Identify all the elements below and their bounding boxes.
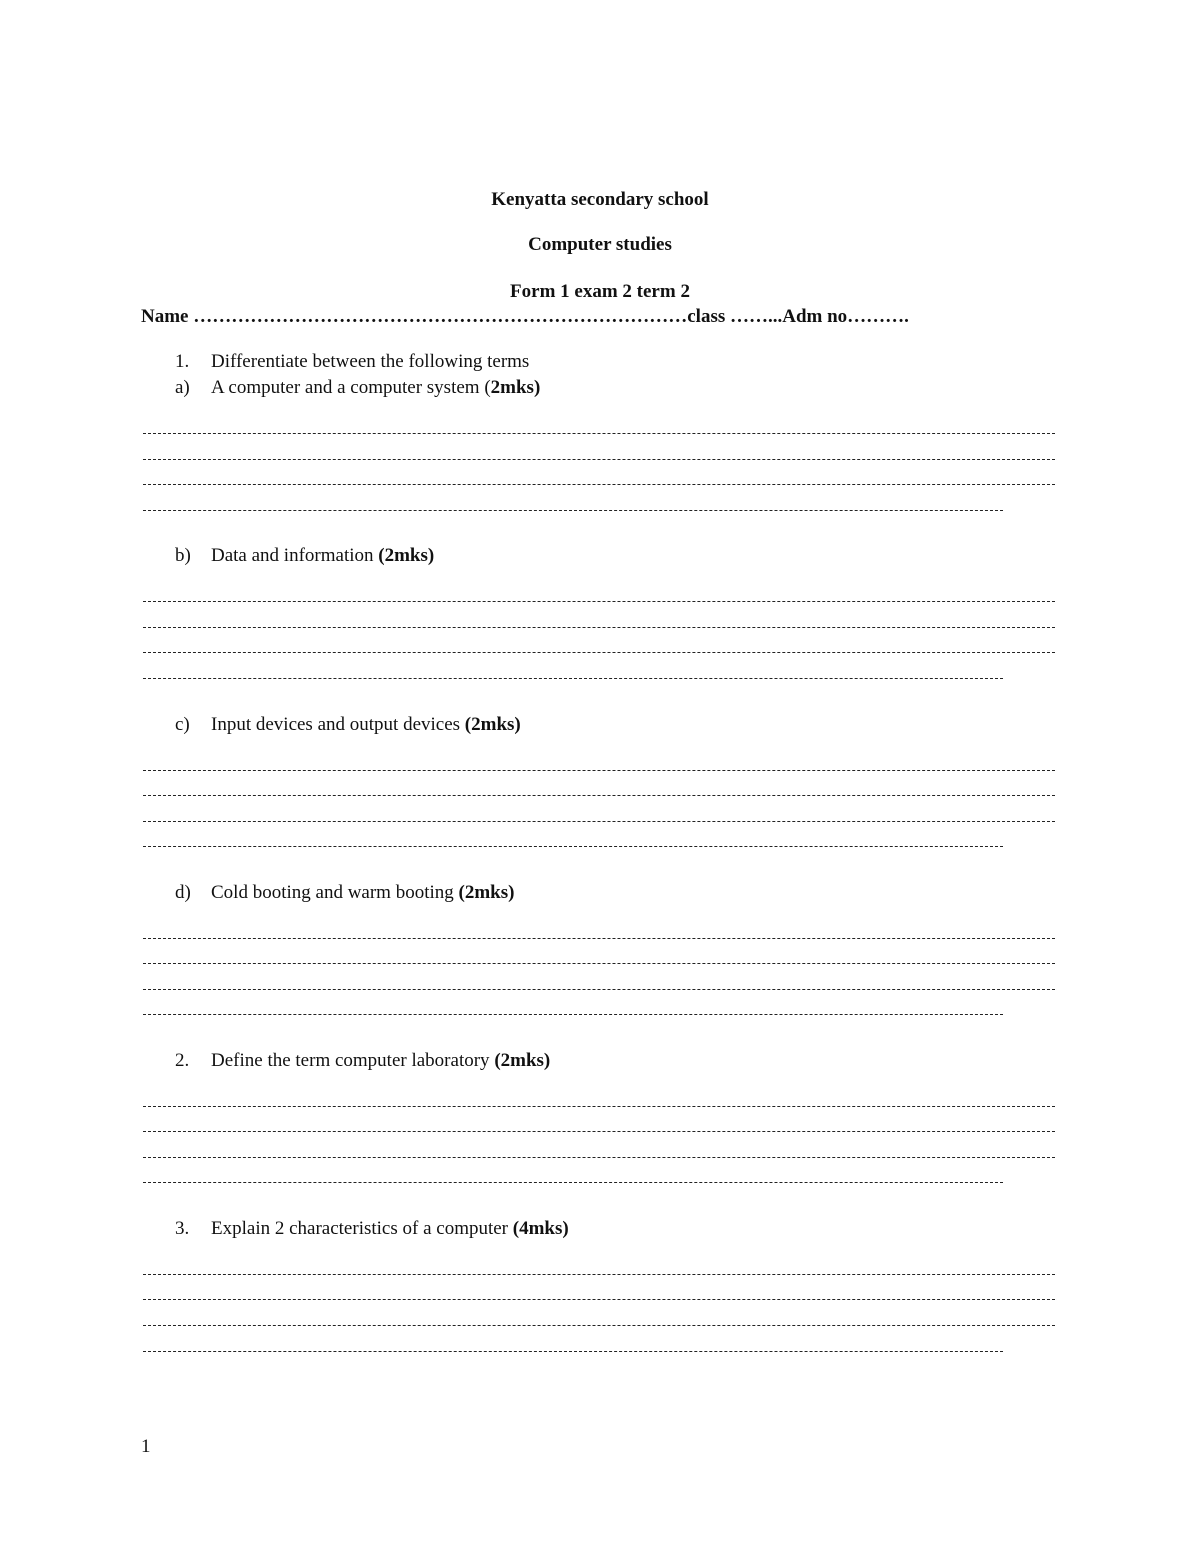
answer-line[interactable] (143, 484, 1055, 485)
answer-line[interactable] (143, 1106, 1055, 1107)
question-number: 2. (175, 1050, 190, 1071)
answer-line[interactable] (143, 1299, 1055, 1300)
answer-line[interactable] (143, 678, 1003, 679)
question-text: Define the term computer laboratory (211, 1050, 495, 1071)
question-number: 1. (175, 351, 190, 372)
answer-line[interactable] (143, 433, 1055, 434)
question-number: b) (175, 545, 191, 566)
question-text: Explain 2 characteristics of a computer (211, 1218, 513, 1239)
answer-line[interactable] (143, 1325, 1055, 1326)
answer-line[interactable] (143, 652, 1055, 653)
answer-line[interactable] (143, 601, 1055, 602)
answer-line[interactable] (143, 821, 1055, 822)
question-number: a) (175, 377, 190, 398)
answer-line[interactable] (143, 1131, 1055, 1132)
answer-line[interactable] (143, 989, 1055, 990)
question-number: 3. (175, 1218, 190, 1239)
answer-line[interactable] (143, 1274, 1055, 1275)
question-text: Input devices and output devices (211, 714, 465, 735)
question-marks: (4mks) (512, 1218, 569, 1239)
question-marks: (2mks) (378, 545, 435, 566)
answer-line[interactable] (143, 510, 1003, 511)
answer-line[interactable] (143, 770, 1055, 771)
school-name: Kenyatta secondary school (491, 189, 709, 210)
page-number: 1 (141, 1436, 151, 1457)
answer-line[interactable] (143, 795, 1055, 796)
question-text: Differentiate between the following terms (211, 351, 530, 372)
question-marks: 2mks) (490, 377, 541, 398)
question-marks: (2mks) (458, 882, 515, 903)
answer-line[interactable] (143, 1157, 1055, 1158)
question-number: d) (175, 882, 191, 903)
answer-line[interactable] (143, 459, 1055, 460)
answer-line[interactable] (143, 938, 1055, 939)
question-text: Data and information (211, 545, 379, 566)
question-number: c) (175, 714, 190, 735)
question-marks: (2mks) (494, 1050, 551, 1071)
question-marks: (2mks) (464, 714, 521, 735)
exam-title: Form 1 exam 2 term 2 (510, 281, 690, 302)
answer-line[interactable] (143, 846, 1003, 847)
question-text: Cold booting and warm booting (211, 882, 459, 903)
answer-line[interactable] (143, 1182, 1003, 1183)
question-text: A computer and a computer system ( (211, 377, 491, 398)
answer-line[interactable] (143, 963, 1055, 964)
subject-title: Computer studies (528, 234, 672, 255)
answer-line[interactable] (143, 627, 1055, 628)
answer-line[interactable] (143, 1014, 1003, 1015)
student-details-line: Name ……………………………………………………………………class ……...Adm no………. (141, 306, 909, 327)
answer-line[interactable] (143, 1351, 1003, 1352)
